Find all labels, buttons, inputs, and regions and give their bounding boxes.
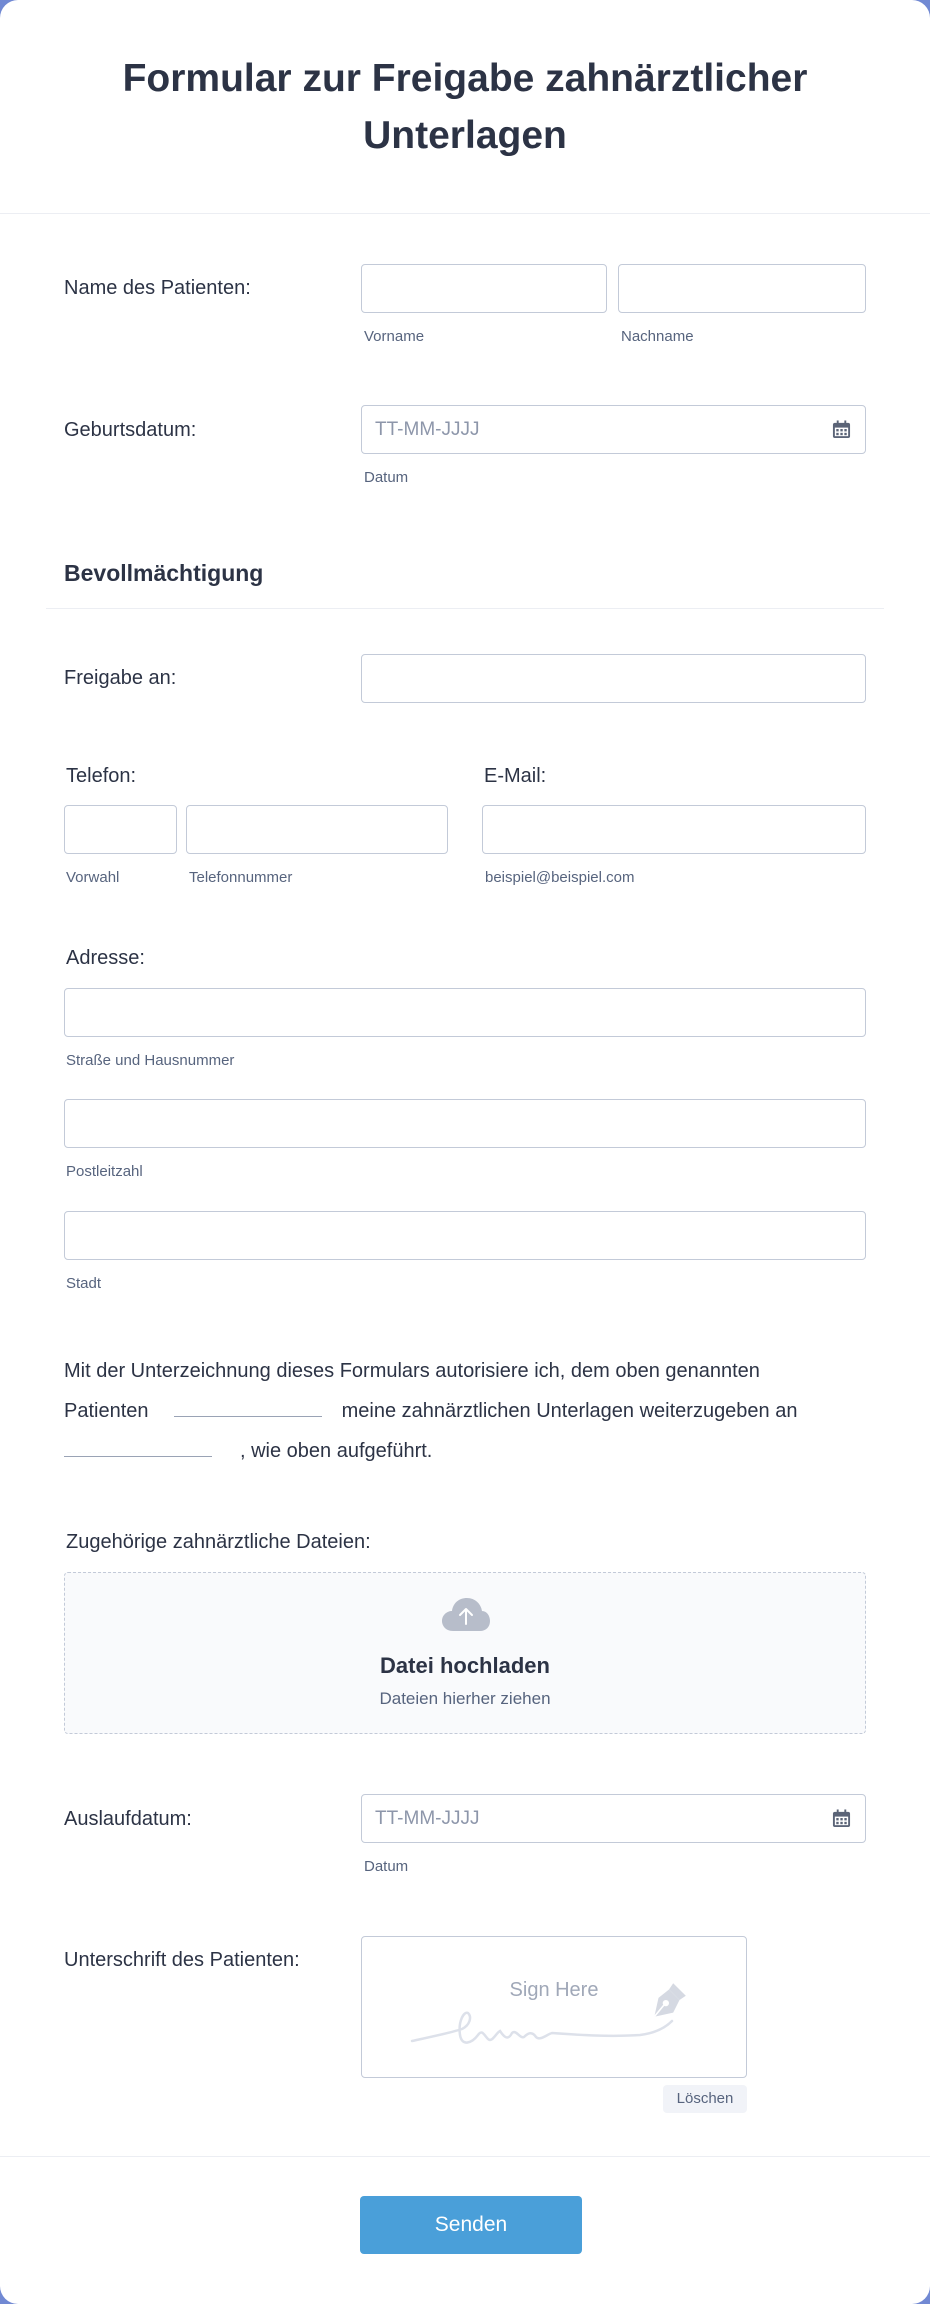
authorization-paragraph (64, 1351, 884, 1471)
area-code-input[interactable] (64, 805, 177, 854)
signature-label: Unterschrift des Patienten: (64, 1949, 300, 1971)
section-title-authorization: Bevollmächtigung (64, 560, 264, 586)
signature-pad[interactable] (361, 1936, 747, 2078)
phone-number-input[interactable] (186, 805, 448, 854)
form-header (0, 0, 930, 214)
patient-name-label: Name des Patienten: (64, 277, 251, 299)
authorization-line-2 (64, 1391, 884, 1431)
authorization-line-3-text: , wie oben aufgeführt. (240, 1440, 433, 1462)
area-code-sublabel: Vorwahl (66, 869, 120, 886)
clear-signature-button[interactable]: Löschen (663, 2085, 747, 2113)
first-name-input[interactable] (361, 264, 607, 313)
birthdate-label: Geburtsdatum: (64, 419, 197, 441)
email-input[interactable] (482, 805, 866, 854)
release-to-label: Freigabe an: (64, 667, 177, 689)
street-sublabel: Straße und Hausnummer (66, 1052, 235, 1069)
calendar-icon[interactable] (832, 1809, 851, 1828)
authorization-line-1: Mit der Unterzeichnung dieses Formulars autorisiere ich, dem oben genannten (64, 1360, 760, 1382)
last-name-input[interactable] (618, 264, 866, 313)
authorization-patient-word: Patienten (64, 1400, 149, 1422)
authorization-line-3 (64, 1431, 884, 1471)
email-label: E-Mail: (484, 765, 547, 787)
signature-hint: Sign Here (509, 1979, 599, 2001)
last-name-sublabel: Nachname (621, 328, 694, 345)
expiry-label: Auslaufdatum: (64, 1808, 192, 1830)
expiry-date-input[interactable] (361, 1794, 866, 1843)
expiry-placeholder: TT-MM-JJJJ (375, 1808, 480, 1829)
release-to-input[interactable] (361, 654, 866, 703)
birthdate-sublabel: Datum (364, 469, 409, 486)
form-title: Formular zur Freigabe zahnärztlicher Unterlagen (122, 56, 808, 157)
section-divider (46, 608, 884, 609)
recipient-inline-blank[interactable] (64, 1435, 212, 1457)
first-name-sublabel: Vorname (364, 328, 425, 345)
email-sublabel: beispiel@beispiel.com (485, 869, 635, 886)
pen-nib-icon (648, 1979, 690, 2021)
city-sublabel: Stadt (66, 1275, 102, 1292)
phone-label: Telefon: (66, 765, 137, 787)
footer-divider (0, 2156, 930, 2157)
birthdate-placeholder: TT-MM-JJJJ (375, 419, 480, 440)
files-label: Zugehörige zahnärztliche Dateien: (66, 1531, 371, 1553)
birthdate-input[interactable] (361, 405, 866, 454)
upload-title: Datei hochladen (380, 1653, 550, 1678)
phone-number-sublabel: Telefonnummer (189, 869, 293, 886)
upload-hint: Dateien hierher ziehen (379, 1689, 551, 1708)
zip-sublabel: Postleitzahl (66, 1163, 143, 1180)
submit-button[interactable]: Senden (360, 2196, 582, 2254)
file-upload-dropzone[interactable] (64, 1572, 866, 1734)
authorization-line-2-text: meine zahnärztlichen Unterlagen weiterzugeben an (341, 1400, 798, 1422)
calendar-icon[interactable] (832, 420, 851, 439)
patient-inline-blank[interactable] (174, 1395, 322, 1417)
city-input[interactable] (64, 1211, 866, 1260)
zip-input[interactable] (64, 1099, 866, 1148)
expiry-sublabel: Datum (364, 1858, 409, 1875)
street-input[interactable] (64, 988, 866, 1037)
cloud-upload-icon (441, 1597, 491, 1633)
address-label: Adresse: (66, 947, 145, 969)
